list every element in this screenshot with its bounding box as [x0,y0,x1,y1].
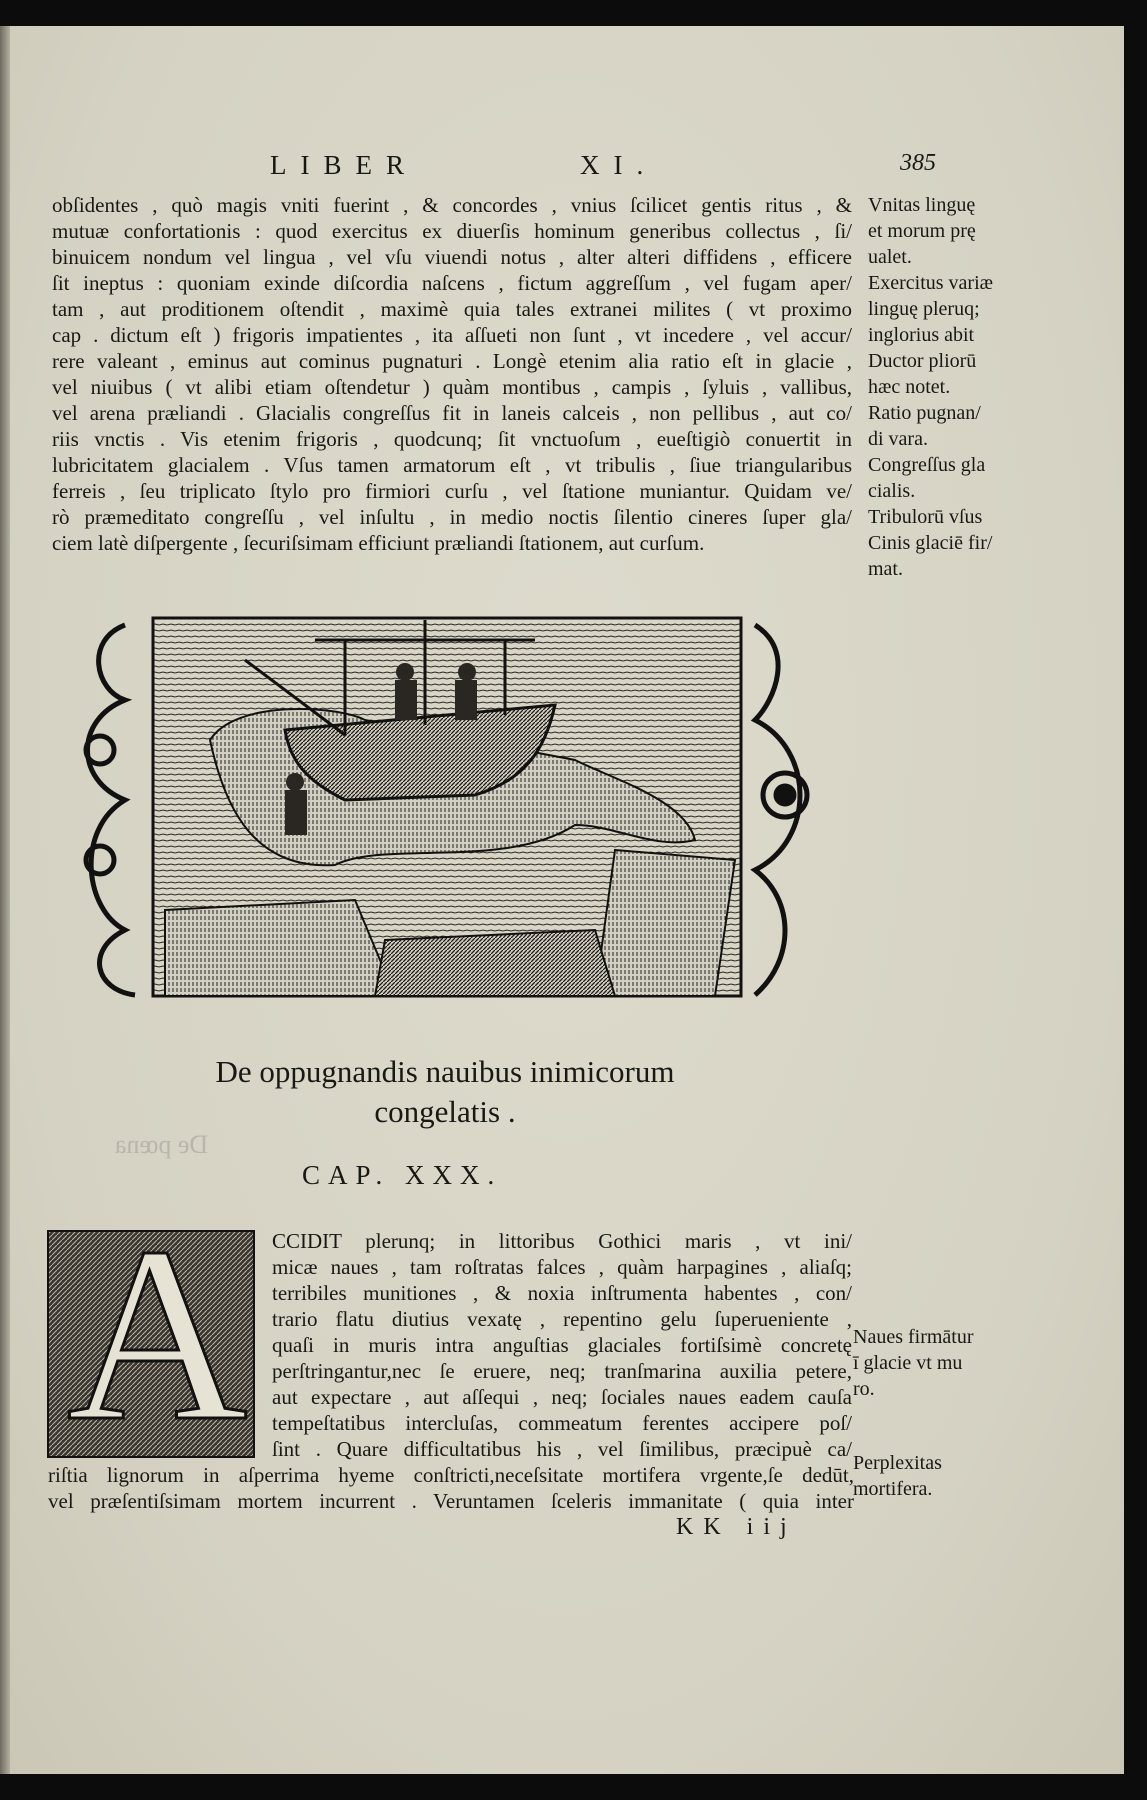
text-line: mutuæ confortationis : quod exercitus ex diuerſis hominum generibus collectus , ſi/ [52,219,852,243]
margin-note: ī glacie vt mu [853,1352,963,1374]
chapter-title: De oppugnandis nauibus inimicorum [215,1054,675,1089]
text-line: ſint . Quare difficultatibus his , vel ſimilibus, præcipuè ca/ [272,1437,852,1461]
margin-note: Exercitus variæ [868,272,993,294]
scan-border [1124,0,1147,1800]
page-number: 385 [900,150,936,176]
drop-cap-woodcut [47,1196,255,1473]
text-line: riſtia lignorum in aſperrima hyeme conſtricti,neceſsitate mortifera vrgente,ſe dedūt, [48,1463,854,1487]
running-title-book: XI. [580,150,658,180]
text-line: vel præſentiſsimam mortem incurrent . Veruntamen ſceleris immanitate ( quia inter [48,1489,854,1513]
text-line: binuicem nondum vel lingua , vel vſu viuendi notus , alter alteri diffidens , efficere [52,245,852,269]
margin-note: Naues firmātur [853,1326,974,1348]
text-line: rò præmeditato congreſſu , vel inſultu , in medio noctis ſilentio cineres ſuper gla/ [52,505,852,529]
drop-cap-letter: A [67,1196,248,1473]
text-line: obſidentes , quò magis vniti fuerint , & concordes , vnius ſcilicet gentis ritus , & [52,193,852,217]
margin-note: Cinis glaciē fir/ [868,532,993,554]
margin-note: ualet. [868,246,912,268]
margin-note: mat. [868,558,903,580]
text-line: lubricitatem glacialem . Vſus tamen armatorum eſt , vt tribulis , ſiue triangularibus [52,453,852,477]
show-through-text: De pœna [115,1130,209,1159]
margin-note: inglorius abit [868,324,975,346]
text-line: ferreis , ſeu triplicato ſtylo pro firmiori curſu , vel ſtatione muniantur. Quidam ve/ [52,479,852,503]
text-line: quaſi in muris intra anguſtias glaciales fortiſsimè concretę [272,1333,852,1357]
text-line: perſtringantur,nec ſe eruere, neq; tranſmarina auxilia petere, [272,1359,852,1383]
text-line: vel arena præliandi . Glacialis congreſſus fit in laneis calceis , non pellibus , aut co/ [52,401,852,425]
text-line: cap . dictum eſt ) frigoris impatientes , ita aſſueti non ſunt , vt incedere , vel accur/ [52,323,852,347]
chapter-number: CAP. XXX. [302,1160,503,1190]
margin-note: mortifera. [853,1478,933,1500]
text-line: tempeſtatibus intercluſas, commeatum ferentes accipere poſ/ [272,1411,852,1435]
chapter-title-cont: congelatis . [374,1094,516,1129]
margin-note: Ductor pliorū [868,350,977,372]
margin-note: Tribulorū vſus [868,506,983,528]
text-line: rere valeant , eminus aut cominus pugnaturi . Longè etenim alia ratio eſt in glacie , [52,349,852,373]
running-title: LIBER [270,150,418,180]
left-ornament [86,625,135,995]
text-line: vel niuibus ( vt alibi etiam oſtendetur ) quàm montibus , campis , ſyluis , vallibus, [52,375,852,399]
margin-note: Congreſſus gla [868,454,986,476]
margin-note: hæc notet. [868,376,951,398]
text-line: CCIDIT plerunq; in littoribus Gothici maris , vt ini/ [272,1229,852,1253]
margin-note: Perplexitas [853,1452,942,1474]
margin-note: linguę pleruq; [868,298,980,320]
text-line: terribiles munitiones , & noxia inſtrumenta habentes , con/ [272,1281,852,1305]
margin-note: cialis. [868,480,916,502]
margin-note: ro. [853,1378,875,1400]
margin-note: Vnitas linguę [868,194,976,216]
margin-note: Ratio pugnan/ [868,402,981,424]
margin-note: et morum prę [868,220,976,242]
right-ornament [755,625,807,995]
text-line: aut expectare , aut aſſequi , neq; ſociales naues eadem cauſa [272,1385,852,1409]
text-line: riis vnctis . Vis etenim frigoris , quodcunq; ſit vnctuoſum , eueſtigiò conuertit in [52,427,852,451]
signature-mark: KK iij [676,1514,797,1540]
text-line: tam , aut proditionem oſtendit , maximè quia tales extranei milites ( vt proximo [52,297,852,321]
text-line: trario flatu diutius vexatę , repentino gelu ſuperueniente , [272,1307,852,1331]
woodcut-ship-frozen-in-ice [55,610,845,1005]
margin-note: di vara. [868,428,928,450]
text-line: micæ naues , tam roſtratas falces , quàm harpagines , aliaſq; [272,1255,852,1279]
text-line: ciem latè diſpergente , ſecuriſsimam efficiunt præliandi ſtationem, aut curſum. [52,531,705,555]
text-line: ſit ineptus : quoniam exinde diſcordia naſcens , fictum aggreſſum , vel fugam aper/ [52,271,852,295]
